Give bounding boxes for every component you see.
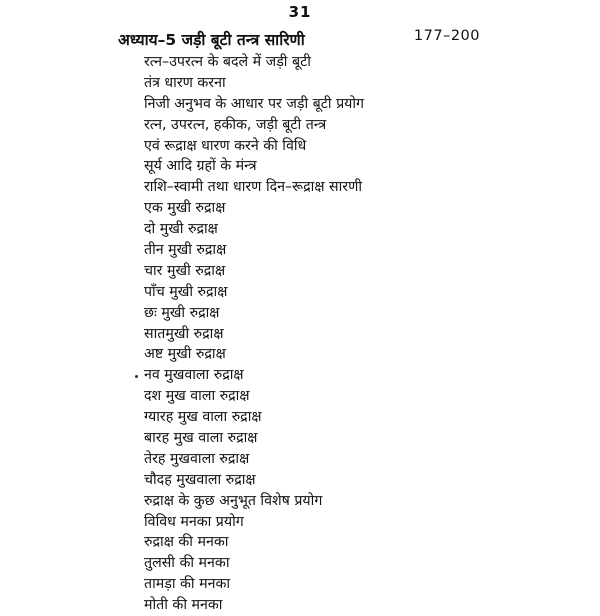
stray-ink-dot [135,375,138,378]
list-item: ग्यारह मुख वाला रुद्राक्ष [144,409,262,426]
chapter-heading [118,28,480,50]
list-item: अष्ट मुखी रुद्राक्ष [144,346,226,363]
list-item: सूर्य आदि ग्रहों के मंन्त्र [144,158,257,175]
list-item: एवं रूद्राक्ष धारण करने की विधि [144,137,307,154]
list-item: सातमुखी रुद्राक्ष [144,325,224,342]
list-item: तेरह मुखवाला रुद्राक्ष [144,450,250,467]
list-item: नव मुखवाला रुद्राक्ष [144,367,244,384]
list-item: चौदह मुखवाला रुद्राक्ष [144,471,256,488]
chapter-page-range: 177–200 [413,28,480,44]
list-item: चार मुखी रुद्राक्ष [144,262,226,279]
chapter-title: अध्याय–5 जड़ी बूटी तन्त्र सारिणी [118,31,305,49]
list-item: निजी अनुभव के आधार पर जड़ी बूटी प्रयोग [144,95,365,112]
list-item: तंत्र धारण करना [144,74,226,91]
list-item: रुद्राक्ष के कुछ अनुभूत विशेष प्रयोग [144,492,323,509]
list-item: दो मुखी रुद्राक्ष [144,221,218,238]
list-item: रत्न–उपरत्न के बदले में जड़ी बूटी [144,54,311,70]
list-item: तीन मुखी रुद्राक्ष [144,242,227,259]
list-item: रुद्राक्ष की मनका [144,534,229,551]
list-item: बारह मुख वाला रुद्राक्ष [144,430,258,447]
list-item: दश मुख वाला रुद्राक्ष [144,388,250,405]
list-item: छः मुखी रुद्राक्ष [144,304,220,321]
page-number: 31 [288,3,312,21]
list-item: तामड़ा की मनका [144,576,231,593]
contents-list [144,52,364,616]
list-item: पाँच मुखी रुद्राक्ष [144,283,228,300]
list-item: विविध मनका प्रयोग [144,513,244,530]
list-item: राशि–स्वामी तथा धारण दिन–रूद्राक्ष सारणी [144,179,363,196]
list-item: तुलसी की मनका [144,555,230,572]
list-item: एक मुखी रुद्राक्ष [144,200,226,217]
list-item: रत्न, उपरत्न, हकीक, जड़ी बूटी तन्त्र [144,116,327,133]
list-item: मोती की मनका [144,597,223,614]
